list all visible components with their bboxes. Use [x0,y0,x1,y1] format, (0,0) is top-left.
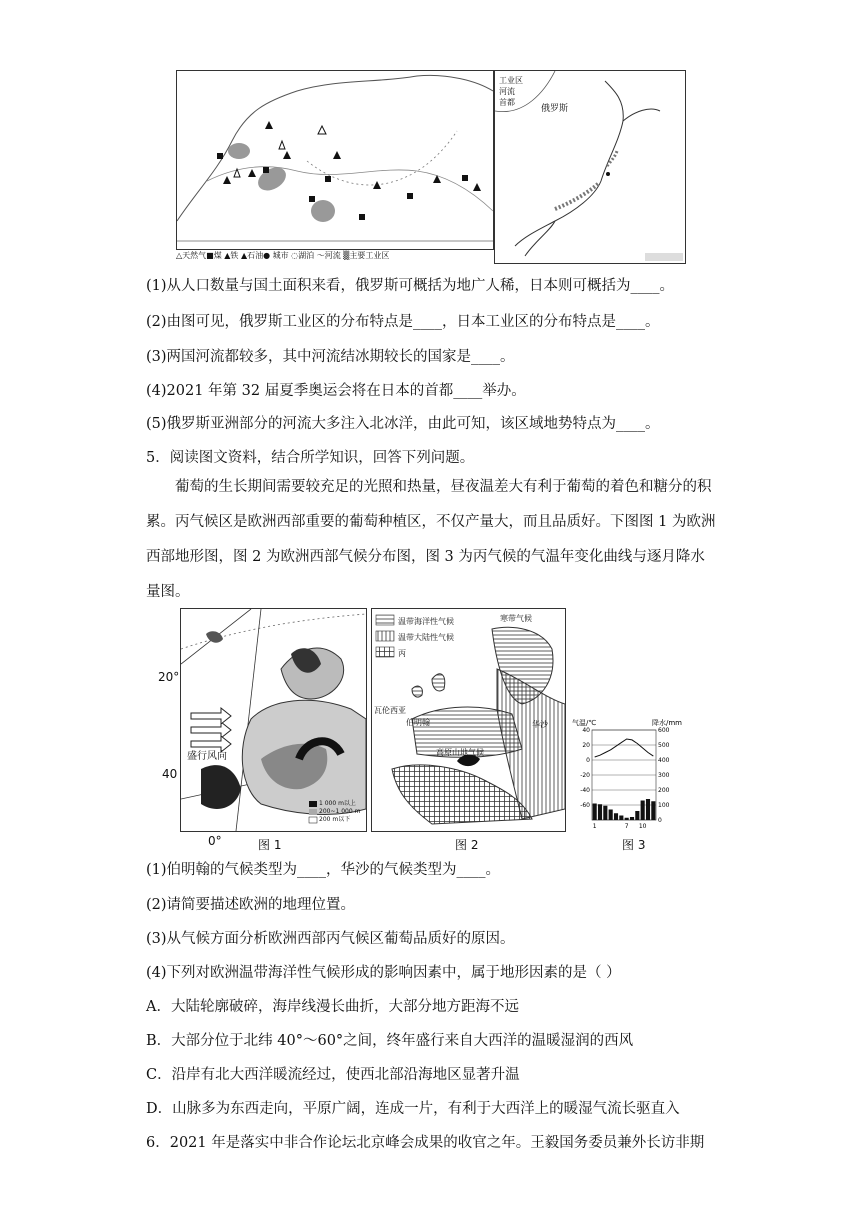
label-warsaw: 华沙 [532,720,548,729]
legend-temperate-maritime: 温带海洋性气候 [398,617,454,626]
lat-40-label: 40 [162,767,178,781]
precip-bar [609,810,613,821]
legend-industrial-zone: 工业区 [499,76,523,85]
precip-bar [641,801,645,821]
precip-bar [635,811,639,820]
lon-0-label: 0° [208,834,222,848]
legend-above-1000m: 1 000 m以上 [319,800,356,807]
question-bottom-4: (4)下列对欧洲温带海洋性气候形成的影响因素中，属于地形因素的是（ ） [146,965,621,981]
precip-tick-label: 0 [658,817,662,824]
question-top-1: (1)从人口数量与国土面积来看，俄罗斯可概括为地广人稀，日本则可概括为____。 [146,278,675,294]
question-top-2: (2)由图可见，俄罗斯工业区的分布特点是____，日本工业区的分布特点是____。 [146,314,660,330]
label-birmingham: 伯明翰 [406,718,430,727]
question-top-5: (5)俄罗斯亚洲部分的河流大多注入北冰洋，由此可知，该区域地势特点为____。 [146,416,660,432]
temp-tick-label: -40 [580,787,590,794]
temp-tick-label: 40 [582,727,590,734]
question-5-paragraph: 葡萄的生长期间需要较充足的光照和热量，昼夜温差大有利于葡萄的着色和糖分的积累。丙气候区是欧洲西部重要的葡萄种植区，不仅产量大，而且品质好。下图图 1 为欧洲西部地形图，图 2 为欧洲西部气候分布图，图 3 为丙气候的气温年变化曲线与逐月降水量图。 [146,479,716,600]
option-c: C．沿岸有北大西洋暖流经过，使西北部沿海地区显著升温 [146,1067,520,1083]
wind-label: 盛行风向 [187,751,227,762]
option-b: B．大部分位于北纬 40°～60°之间，终年盛行来自大西洋的温暖湿润的西风 [146,1033,634,1049]
question-bottom-1: (1)伯明翰的气候类型为____，华沙的气候类型为____。 [146,862,501,878]
legend-capital: 首都 [499,98,515,107]
precip-tick-label: 100 [658,802,670,809]
temp-tick-label: 20 [582,742,590,749]
lat-20-label: 20° [158,670,180,684]
precip-bar [598,804,602,820]
month-tick-label: 1 [592,823,597,830]
month-tick-label: 10 [638,823,647,830]
precip-bar [603,806,607,820]
option-a: A．大陆轮廓破碎，海岸线漫长曲折，大部分地方距海不远 [146,999,519,1015]
precip-bar [651,801,655,820]
question-bottom-2: (2)请简要描述欧洲的地理位置。 [146,897,356,913]
question-6-heading: 6．2021 年是落实中非合作论坛北京峰会成果的收官之年。王毅国务委员兼外长访非期 [146,1135,705,1151]
figure-2-caption: 图 2 [455,838,479,852]
precip-axis-title: 降水/mm [652,719,682,727]
figure-2-climate-map [371,608,566,832]
russia-label: 俄罗斯 [541,104,569,114]
precip-tick-label: 600 [658,727,670,734]
precip-bar [625,818,629,820]
question-5-heading: 5．阅读图文资料，结合所学知识，回答下列问题。 [146,450,475,466]
precip-bar [619,816,623,821]
label-valencia: 瓦伦西亚 [374,706,406,715]
figure-3-caption: 图 3 [622,838,646,852]
precip-tick-label: 500 [658,742,670,749]
figure-1-terrain-map [180,608,367,832]
legend-river: 河流 [499,87,515,96]
precip-bar [646,799,650,820]
precip-tick-label: 300 [658,772,670,779]
label-polar-climate: 寒带气候 [500,614,532,623]
legend-temperate-continental: 温带大陆性气候 [398,633,454,642]
legend-bing: 丙 [398,649,406,658]
precip-bar [630,817,634,820]
temp-tick-label: -20 [580,772,590,779]
legend-below-200m: 200 m以下 [319,816,351,823]
legend-200-1000m: 200~1 000 m [319,808,361,815]
figure-1-caption: 图 1 [258,838,282,852]
label-highland-climate: 高原山地气候 [436,748,484,757]
temp-tick-label: 0 [586,757,590,764]
precip-tick-label: 400 [658,757,670,764]
precip-bar [593,804,597,821]
russia-map [176,70,494,250]
question-top-4: (4)2021 年第 32 届夏季奥运会将在日本的首都____举办。 [146,383,526,399]
japan-map [494,70,686,264]
russia-map-legend: △天然气■煤 ▲铁 ▲石油● 城市 ◌湖泊 ～河流 ▒主要工业区 [176,251,390,260]
month-tick-label: 7 [624,823,629,830]
figure-3-climate-chart [570,716,682,834]
temperature-line [595,739,654,757]
temp-tick-label: -60 [580,802,590,809]
question-top-3: (3)两国河流都较多，其中河流结冰期较长的国家是____。 [146,349,515,365]
question-bottom-3: (3)从气候方面分析欧洲西部丙气候区葡萄品质好的原因。 [146,931,515,947]
temp-axis-title: 气温/℃ [572,719,597,727]
precip-bar [614,813,618,820]
option-d: D．山脉多为东西走向，平原广阔，连成一片，有利于大西洋上的暖湿气流长驱直入 [146,1101,680,1117]
precip-tick-label: 200 [658,787,670,794]
